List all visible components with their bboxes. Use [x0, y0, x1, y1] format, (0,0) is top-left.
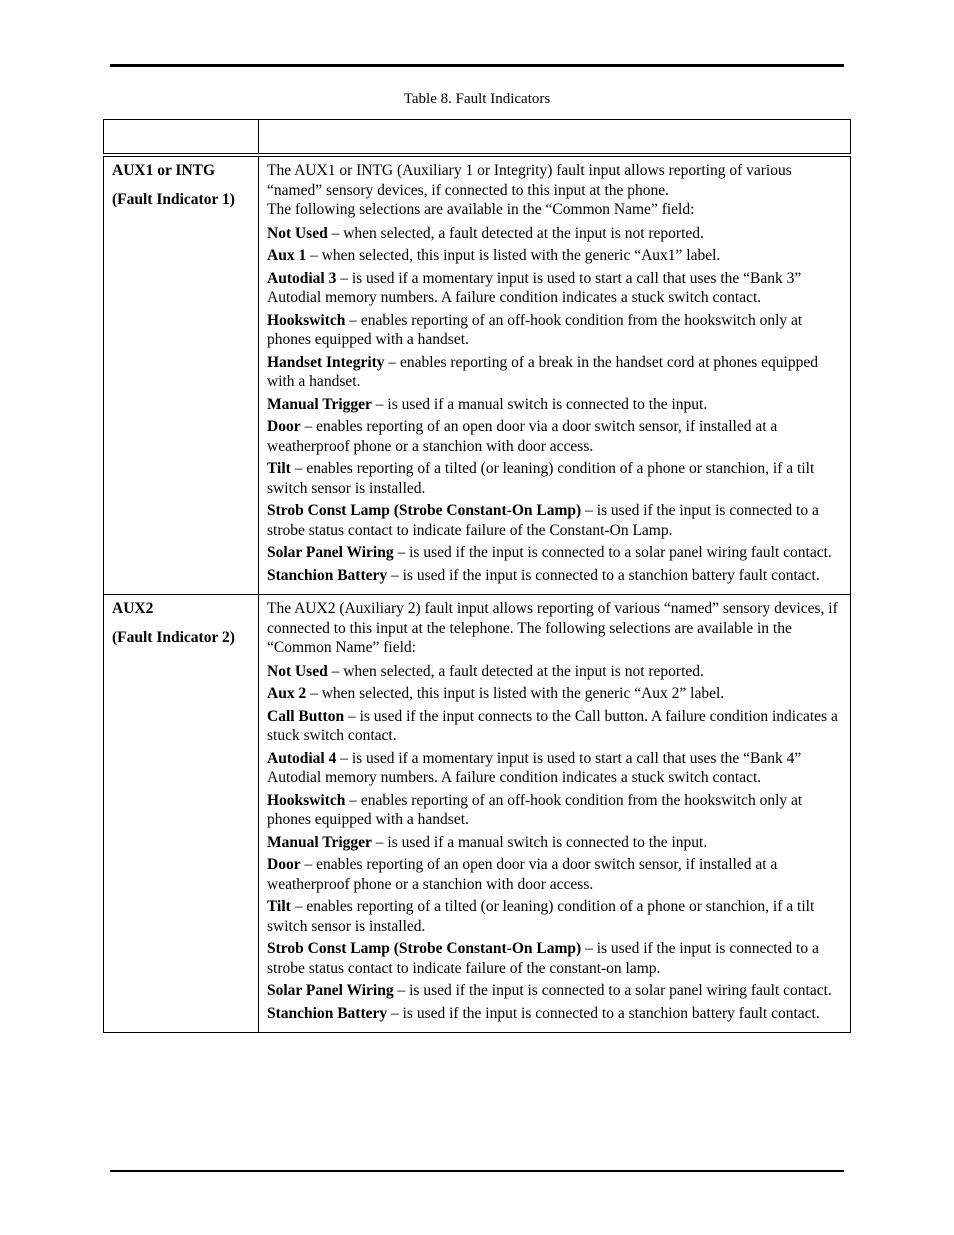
fault-description-cell — [259, 155, 851, 595]
option-term: Stanchion Battery — [267, 566, 388, 584]
option-description: – is used if the input connects to the Call button. A failure condition indicates a stuck switch contact. — [267, 707, 838, 744]
option-item — [267, 501, 844, 540]
option-description: – is used if the input is connected to a stanchion battery fault contact. — [387, 1004, 820, 1022]
option-term: Tilt — [267, 460, 291, 477]
option-description: – when selected, a fault detected at the input is not reported. — [327, 662, 704, 680]
option-term: Stanchion Battery — [267, 1004, 388, 1022]
option-item — [267, 459, 844, 498]
option-description: – enables reporting of a tilted (or leaning) condition of a phone or stanchion, if a tilt switch sensor is installed. — [267, 460, 815, 497]
option-term: Manual Trigger — [267, 833, 372, 851]
option-item — [267, 707, 844, 746]
option-term: Hookswitch — [267, 791, 346, 809]
option-item — [267, 749, 844, 788]
option-item — [267, 855, 844, 894]
option-item — [267, 269, 844, 308]
option-term: Autodial 3 — [267, 269, 337, 287]
footer-rule — [110, 1170, 844, 1172]
option-description: – when selected, this input is listed with the generic “Aux 2” label. — [306, 685, 725, 702]
option-term: Hookswitch — [267, 311, 346, 329]
option-description: – enables reporting of a break in the handset cord at phones equipped with a handset. — [267, 353, 818, 390]
header-cell-1 — [104, 120, 259, 156]
option-term: Door — [267, 418, 301, 435]
option-term: Aux 1 — [267, 247, 307, 264]
option-description: – when selected, this input is listed with the generic “Aux1” label. — [306, 247, 721, 264]
fault-name: AUX1 or INTG — [112, 162, 216, 179]
option-item — [267, 939, 844, 978]
option-item — [267, 353, 844, 392]
option-term: Autodial 4 — [267, 749, 337, 767]
option-description: – when selected, a fault detected at the input is not reported. — [327, 224, 704, 242]
option-description: – is used if a momentary input is used to start a call that uses the “Bank 3” Autodial memory numbers. A failure condition indicates a stuck switch contact. — [267, 269, 802, 306]
option-description: – is used if a momentary input is used to start a call that uses the “Bank 4” Autodial memory numbers. A failure condition indicates a stuck switch contact. — [267, 749, 802, 786]
table-row — [104, 595, 851, 1033]
option-item — [267, 981, 844, 1001]
option-list — [267, 662, 844, 1024]
option-item — [267, 224, 844, 244]
option-term: Handset Integrity — [267, 353, 385, 371]
option-item — [267, 791, 844, 830]
option-item — [267, 417, 844, 456]
option-term: Call Button — [267, 707, 345, 725]
option-list — [267, 224, 844, 586]
fault-intro: The AUX1 or INTG (Auxiliary 1 or Integrity) fault input allows reporting of various “named” sensory devices, if connected to this input at the phone. — [267, 162, 792, 199]
option-description: – is used if the input is connected to a solar panel wiring fault contact. — [393, 982, 832, 999]
option-term: Manual Trigger — [267, 395, 372, 413]
option-item — [267, 684, 844, 704]
option-description: – enables reporting of an off-hook condition from the hookswitch only at phones equipped with a handset. — [267, 311, 803, 348]
option-description: – enables reporting of an open door via a door switch sensor, if installed at a weatherproof phone or a stanchion with door access. — [267, 856, 778, 893]
fault-description-cell — [259, 595, 851, 1033]
table-header-row — [104, 120, 851, 156]
option-item — [267, 662, 844, 682]
option-term: Tilt — [267, 898, 291, 915]
fault-name-cell — [104, 595, 259, 1033]
option-item — [267, 543, 844, 563]
option-item — [267, 566, 844, 586]
option-term: Solar Panel Wiring — [267, 982, 394, 999]
option-term: Door — [267, 856, 301, 873]
header-rule — [110, 64, 844, 67]
option-term: Solar Panel Wiring — [267, 544, 394, 561]
table-caption: Table 8. Fault Indicators — [403, 91, 551, 107]
option-description: – is used if the input is connected to a strobe status contact to indicate failure of the Constant-On Lamp. — [267, 502, 819, 539]
option-description: – is used if the input is connected to a stanchion battery fault contact. — [387, 566, 820, 584]
fault-indicator-number: (Fault Indicator 1) — [112, 191, 235, 208]
option-description: – enables reporting of a tilted (or leaning) condition of a phone or stanchion, if a tilt switch sensor is installed. — [267, 898, 815, 935]
option-description: – enables reporting of an off-hook condition from the hookswitch only at phones equipped with a handset. — [267, 791, 803, 828]
fault-intro-2: The following selections are available in the “Common Name” field: — [267, 201, 695, 218]
option-item — [267, 1004, 844, 1024]
option-item — [267, 246, 844, 266]
fault-indicator-number: (Fault Indicator 2) — [112, 629, 235, 646]
option-item — [267, 311, 844, 350]
option-term: Not Used — [267, 662, 328, 680]
option-description: – is used if a manual switch is connected to the input. — [371, 395, 708, 413]
fault-indicators-table — [103, 119, 851, 1033]
fault-name-cell — [104, 155, 259, 595]
option-item — [267, 833, 844, 853]
option-description: – is used if a manual switch is connected to the input. — [371, 833, 708, 851]
option-description: – is used if the input is connected to a strobe status contact to indicate failure of the constant-on lamp. — [267, 940, 819, 977]
option-description: – enables reporting of an open door via a door switch sensor, if installed at a weatherproof phone or a stanchion with door access. — [267, 418, 778, 455]
option-term: Aux 2 — [267, 685, 307, 702]
option-item — [267, 897, 844, 936]
option-term: Strob Const Lamp (Strobe Constant-On Lamp) — [267, 940, 582, 957]
option-item — [267, 395, 844, 415]
option-description: – is used if the input is connected to a solar panel wiring fault contact. — [393, 544, 832, 561]
option-term: Not Used — [267, 224, 328, 242]
header-cell-2 — [259, 120, 851, 156]
fault-name: AUX2 — [112, 600, 154, 617]
option-term: Strob Const Lamp (Strobe Constant-On Lamp) — [267, 502, 582, 519]
fault-intro: The AUX2 (Auxiliary 2) fault input allows reporting of various “named” sensory devices, if connected to this input at the telephone. The following selections are available in the “Common Name” field: — [267, 600, 838, 656]
table-row — [104, 155, 851, 595]
